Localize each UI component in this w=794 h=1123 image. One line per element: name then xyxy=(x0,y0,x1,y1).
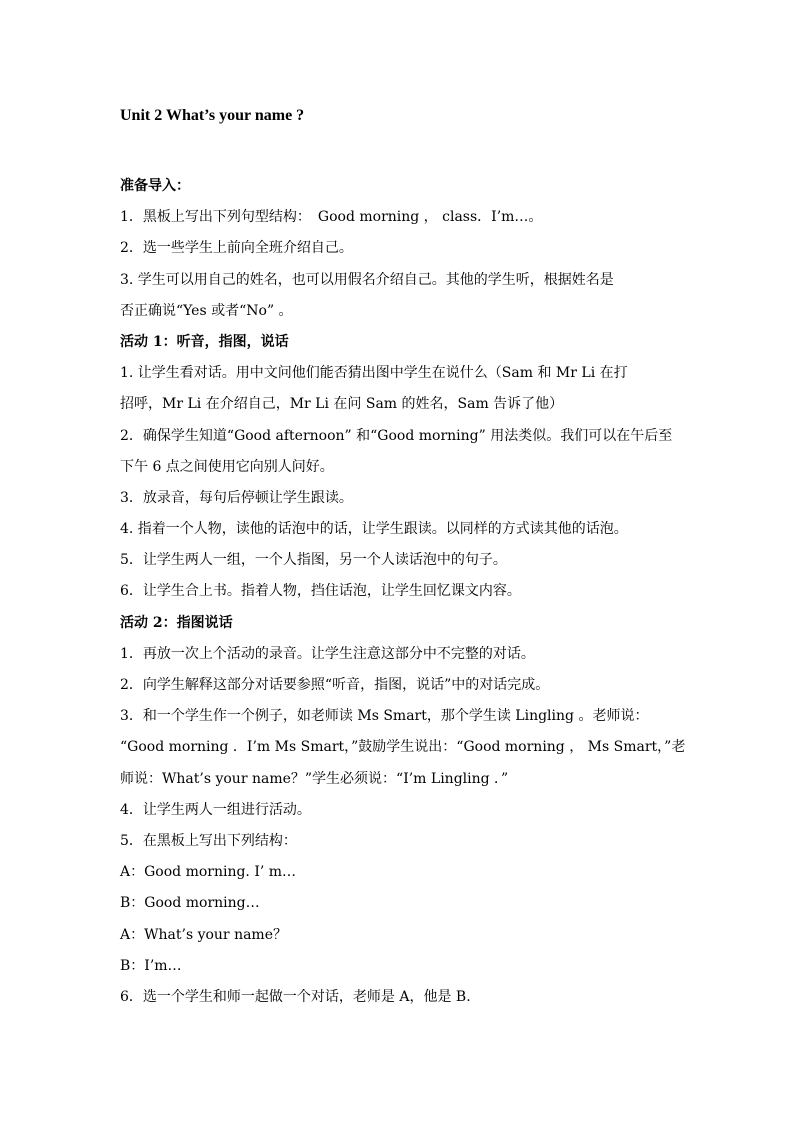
text-line: 1．再放一次上个活动的录音。让学生注意这部分中不完整的对话。 xyxy=(120,645,535,662)
text-line: 师说：What’s your name？”学生必须说：“I’m Lingling ．” xyxy=(120,770,509,787)
text-line: 6．选一个学生和师一起做一个对话，老师是 A，他是 B. xyxy=(120,988,471,1005)
text-line: A：What’s your name？ xyxy=(120,926,287,943)
section-heading: 活动 1：听音，指图，说话 xyxy=(120,333,289,350)
text-line: 招呼，Mr Li 在介绍自己，Mr Li 在问 Sam 的姓名，Sam 告诉了他） xyxy=(120,396,564,413)
text-line: 5．在黑板上写出下列结构： xyxy=(120,832,297,849)
text-line: 5．让学生两人一组，一个人指图，另一个人读话泡中的句子。 xyxy=(120,552,507,569)
text-line: “Good morning ．I’m Ms Smart，”鼓励学生说出：“Good morning ， Ms Smart，”老 xyxy=(120,739,686,756)
section-heading: 活动 2：指图说话 xyxy=(120,614,233,631)
text-line: B：I’m… xyxy=(120,957,182,974)
document-body xyxy=(120,171,686,1013)
text-line: 2．选一些学生上前向全班介绍自己。 xyxy=(120,240,353,257)
text-line: 4. 指着一个人物，读他的话泡中的话，让学生跟读。以同样的方式读其他的话泡。 xyxy=(120,521,628,538)
text-line: A：Good morning. I’ m… xyxy=(120,864,297,881)
text-line: B：Good morning… xyxy=(120,895,260,912)
text-line: 3．放录音，每句后停顿让学生跟读。 xyxy=(120,489,353,506)
text-line: 3．和一个学生作一个例子，如老师读 Ms Smart，那个学生读 Lingling 。老师说： xyxy=(120,708,649,725)
text-line: 2．向学生解释这部分对话要参照“听音，指图，说话”中的对话完成。 xyxy=(120,677,550,693)
text-line: 1. 让学生看对话。用中文问他们能否猜出图中学生在说什么（Sam 和 Mr Li 在打 xyxy=(120,365,628,382)
document-title: Unit 2 What’s your name ? xyxy=(120,107,305,124)
text-line: 6．让学生合上书。指着人物，挡住话泡，让学生回忆课文内容。 xyxy=(120,583,521,600)
text-line: 1．黑板上写出下列句型结构： Good morning ， class．I’m…。 xyxy=(120,209,543,226)
text-line: 下午 6 点之间使用它向别人问好。 xyxy=(120,458,334,475)
text-line: 4．让学生两人一组进行活动。 xyxy=(120,801,311,818)
text-line: 2．确保学生知道“Good afternoon” 和“Good morning” 用法类似。我们可以在午后至 xyxy=(120,427,673,444)
text-line: 否正确说“Yes 或者“No” 。 xyxy=(120,302,293,319)
section-heading: 准备导入： xyxy=(120,178,190,194)
text-line: 3. 学生可以用自己的姓名，也可以用假名介绍自己。其他的学生听，根据姓名是 xyxy=(120,271,614,288)
